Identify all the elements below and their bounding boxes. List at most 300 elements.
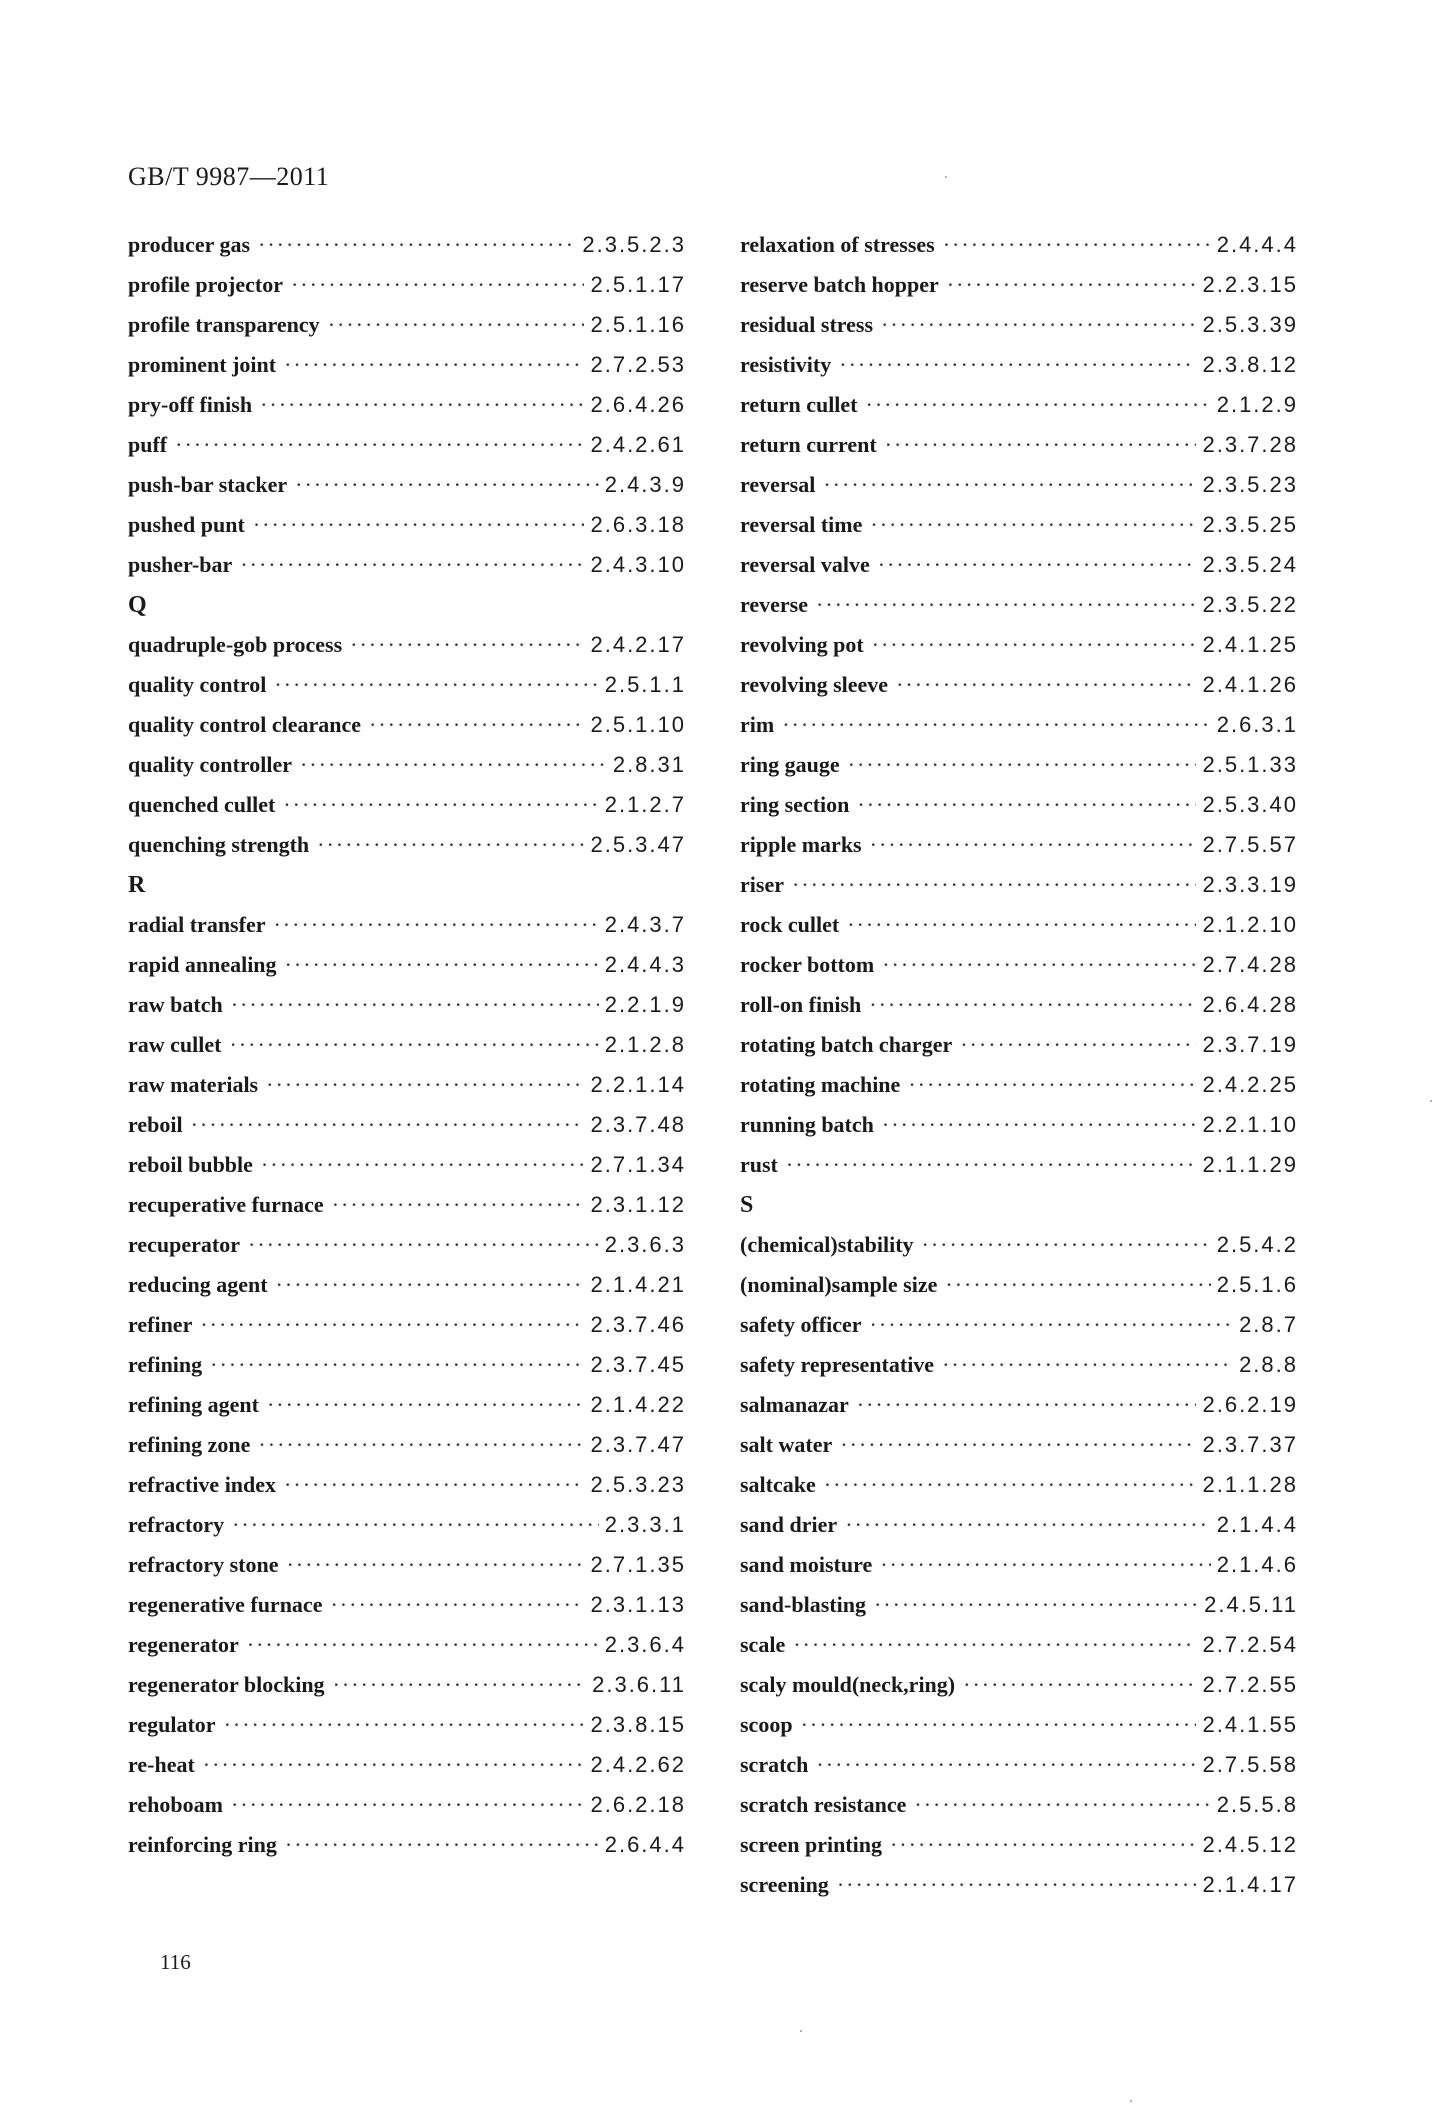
dot-leader: [203, 1752, 585, 1778]
clause-reference: 2.3.5.25: [1202, 512, 1298, 537]
clause-reference: 2.4.3.9: [604, 472, 686, 497]
clause-reference: 2.3.7.46: [590, 1312, 686, 1337]
clause-reference: 2.1.2.8: [604, 1032, 686, 1057]
clause-reference: 2.1.1.29: [1202, 1152, 1298, 1177]
dot-leader: [880, 1552, 1210, 1578]
clause-reference: 2.7.2.54: [1202, 1632, 1298, 1657]
index-term: reversal valve: [740, 552, 870, 577]
dot-leader: [191, 1112, 585, 1138]
index-entry: [740, 672, 1298, 712]
dot-leader: [258, 1432, 584, 1458]
index-column-right: [740, 232, 1298, 1912]
index-entry: [740, 752, 1298, 792]
dot-leader: [882, 1112, 1197, 1138]
index-entry: [740, 1352, 1298, 1392]
clause-reference: 2.3.7.19: [1202, 1032, 1298, 1057]
clause-reference: 2.2.3.15: [1202, 272, 1298, 297]
index-entry: [128, 832, 686, 872]
index-entry: [740, 432, 1298, 472]
dot-leader: [793, 1632, 1196, 1658]
scan-speck: [945, 176, 947, 178]
index-term: quality controller: [128, 752, 292, 777]
section-heading-r: R: [128, 872, 146, 898]
dot-leader: [261, 1152, 585, 1178]
index-term: scratch resistance: [740, 1792, 907, 1817]
clause-reference: 2.4.3.7: [604, 912, 686, 937]
index-entry: [740, 1272, 1298, 1312]
clause-reference: 2.7.1.35: [590, 1552, 686, 1577]
clause-reference: 2.6.4.4: [604, 1832, 686, 1857]
clause-reference: 2.2.1.14: [590, 1072, 686, 1097]
index-term: scratch: [740, 1752, 809, 1777]
dot-leader: [330, 1592, 584, 1618]
index-term: scaly mould(neck,ring): [740, 1672, 956, 1697]
dot-leader: [273, 912, 598, 938]
index-entry: [128, 1512, 686, 1552]
index-entry: [740, 592, 1298, 632]
clause-reference: 2.7.5.58: [1202, 1752, 1298, 1777]
index-entry: [740, 992, 1298, 1032]
index-entry: [128, 512, 686, 552]
index-group-r-cont: [740, 232, 1298, 1192]
dot-leader: [896, 672, 1196, 698]
dot-leader: [276, 1272, 585, 1298]
index-entry: [740, 472, 1298, 512]
index-term: refining: [128, 1352, 203, 1377]
dot-leader: [878, 552, 1197, 578]
index-entry: [128, 1232, 686, 1272]
index-term: reverse: [740, 592, 808, 617]
index-entry: [128, 1672, 686, 1712]
index-term: screening: [740, 1872, 829, 1897]
page-number: 116: [160, 1950, 191, 1974]
index-term: screen printing: [740, 1832, 882, 1857]
clause-reference: 2.3.7.28: [1202, 432, 1298, 457]
index-term: raw batch: [128, 992, 223, 1017]
dot-leader: [870, 1312, 1234, 1338]
index-term: salmanazar: [740, 1392, 849, 1417]
clause-reference: 2.1.4.22: [590, 1392, 686, 1417]
index-entry: [128, 472, 686, 512]
clause-reference: 2.5.1.16: [590, 312, 686, 337]
dot-leader: [816, 1752, 1196, 1778]
clause-reference: 2.3.3.1: [604, 1512, 686, 1537]
dot-leader: [882, 952, 1196, 978]
index-term: ripple marks: [740, 832, 862, 857]
index-term: revolving sleeve: [740, 672, 889, 697]
dot-leader: [908, 1072, 1196, 1098]
dot-leader: [890, 1832, 1197, 1858]
dot-leader: [845, 1512, 1211, 1538]
index-term: prominent joint: [128, 352, 277, 377]
index-term: raw materials: [128, 1072, 259, 1097]
dot-leader: [260, 392, 584, 418]
clause-reference: 2.1.2.9: [1216, 392, 1298, 417]
clause-reference: 2.1.2.7: [604, 792, 686, 817]
index-entry: [740, 352, 1298, 392]
clause-reference: 2.1.4.6: [1216, 1552, 1298, 1577]
index-term: rapid annealing: [128, 952, 277, 977]
index-entry: [128, 432, 686, 472]
index-term: rock cullet: [740, 912, 840, 937]
index-entry: [740, 1512, 1298, 1552]
index-entry: [128, 1272, 686, 1312]
index-term: safety officer: [740, 1312, 862, 1337]
index-term: recuperative furnace: [128, 1192, 324, 1217]
dot-leader: [872, 632, 1197, 658]
index-entry: [740, 1432, 1298, 1472]
clause-reference: 2.3.5.22: [1202, 592, 1298, 617]
index-term: scale: [740, 1632, 786, 1657]
dot-leader: [866, 392, 1211, 418]
index-entry: [128, 1552, 686, 1592]
index-term: reboil bubble: [128, 1152, 253, 1177]
clause-reference: 2.1.4.21: [590, 1272, 686, 1297]
index-term: refiner: [128, 1312, 193, 1337]
index-term: regenerator: [128, 1632, 239, 1657]
dot-leader: [229, 1032, 598, 1058]
clause-reference: 2.5.1.10: [590, 712, 686, 737]
clause-reference: 2.5.5.8: [1216, 1792, 1298, 1817]
dot-leader: [369, 712, 584, 738]
index-term: quenching strength: [128, 832, 310, 857]
index-group-s: [740, 1232, 1298, 1912]
index-term: pusher-bar: [128, 552, 233, 577]
index-term: raw cullet: [128, 1032, 222, 1057]
index-entry: [740, 312, 1298, 352]
dot-leader: [247, 1632, 599, 1658]
clause-reference: 2.3.8.15: [590, 1712, 686, 1737]
index-term: return current: [740, 432, 877, 457]
dot-leader: [824, 1472, 1197, 1498]
dot-leader: [175, 432, 584, 458]
index-entry: [128, 1792, 686, 1832]
index-entry: [128, 1712, 686, 1752]
index-term: rocker bottom: [740, 952, 875, 977]
clause-reference: 2.3.6.3: [604, 1232, 686, 1257]
index-entry: [740, 632, 1298, 672]
index-term: regenerator blocking: [128, 1672, 325, 1697]
index-entry: [740, 552, 1298, 592]
index-term: rehoboam: [128, 1792, 223, 1817]
clause-reference: 2.5.1.17: [590, 272, 686, 297]
clause-reference: 2.6.4.26: [590, 392, 686, 417]
clause-reference: 2.4.4.3: [604, 952, 686, 977]
dot-leader: [870, 832, 1197, 858]
clause-reference: 2.6.4.28: [1202, 992, 1298, 1017]
dot-leader: [200, 1312, 584, 1338]
clause-reference: 2.5.3.47: [590, 832, 686, 857]
clause-reference: 2.3.6.11: [592, 1672, 686, 1697]
index-entry: [128, 1192, 686, 1232]
clause-reference: 2.1.4.4: [1216, 1512, 1298, 1537]
clause-reference: 2.4.1.55: [1202, 1712, 1298, 1737]
index-term: revolving pot: [740, 632, 864, 657]
index-term: scoop: [740, 1712, 793, 1737]
index-term: rotating batch charger: [740, 1032, 953, 1057]
clause-reference: 2.6.2.19: [1202, 1392, 1298, 1417]
section-heading-q: Q: [128, 592, 147, 618]
index-entry: [128, 272, 686, 312]
dot-leader: [284, 352, 584, 378]
index-entry: [128, 1472, 686, 1512]
scan-speck: [1130, 2100, 1132, 2102]
clause-reference: 2.7.5.57: [1202, 832, 1298, 857]
clause-reference: 2.4.2.17: [590, 632, 686, 657]
clause-reference: 2.3.5.24: [1202, 552, 1298, 577]
index-term: running batch: [740, 1112, 874, 1137]
dot-leader: [874, 1592, 1198, 1618]
index-term: riser: [740, 872, 784, 897]
dot-leader: [840, 1432, 1196, 1458]
dot-leader: [963, 1672, 1196, 1698]
dot-leader: [291, 272, 585, 298]
clause-reference: 2.3.7.37: [1202, 1432, 1298, 1457]
index-term: quadruple-gob process: [128, 632, 343, 657]
clause-reference: 2.4.5.11: [1204, 1592, 1298, 1617]
index-term: rust: [740, 1152, 778, 1177]
clause-reference: 2.4.5.12: [1202, 1832, 1298, 1857]
index-term: pushed punt: [128, 512, 245, 537]
dot-leader: [823, 472, 1196, 498]
dot-leader: [274, 672, 598, 698]
index-entry: [740, 872, 1298, 912]
index-entry: [128, 1632, 686, 1672]
clause-reference: 2.3.7.45: [590, 1352, 686, 1377]
document-header: GB/T 9987—2011: [128, 162, 330, 191]
clause-reference: 2.8.7: [1239, 1312, 1298, 1337]
index-entry: [128, 1432, 686, 1472]
clause-reference: 2.5.3.40: [1202, 792, 1298, 817]
dot-leader: [839, 352, 1196, 378]
index-term: recuperator: [128, 1232, 240, 1257]
index-entry: [128, 232, 686, 272]
clause-reference: 2.3.1.12: [590, 1192, 686, 1217]
dot-leader: [945, 1272, 1210, 1298]
dot-leader: [286, 1552, 584, 1578]
scan-speck: [1430, 1100, 1432, 1102]
index-entry: [128, 1112, 686, 1152]
dot-leader: [943, 232, 1211, 258]
clause-reference: 2.4.2.61: [590, 432, 686, 457]
index-term: push-bar stacker: [128, 472, 288, 497]
index-entry: [740, 1712, 1298, 1752]
index-term: reserve batch hopper: [740, 272, 939, 297]
index-entry: [128, 1312, 686, 1352]
clause-reference: 2.3.6.4: [604, 1632, 686, 1657]
index-term: regulator: [128, 1712, 216, 1737]
dot-leader: [285, 1832, 599, 1858]
index-term: quenched cullet: [128, 792, 276, 817]
index-entry: [128, 552, 686, 592]
index-term: resistivity: [740, 352, 832, 377]
dot-leader: [837, 1872, 1197, 1898]
index-term: regenerative furnace: [128, 1592, 323, 1617]
dot-leader: [792, 872, 1197, 898]
index-term: reversal time: [740, 512, 863, 537]
index-group-q: [128, 632, 686, 872]
clause-reference: 2.6.3.18: [590, 512, 686, 537]
index-entry: [740, 1112, 1298, 1152]
section-heading-s: S: [740, 1192, 754, 1218]
index-entry: [740, 1672, 1298, 1712]
clause-reference: 2.5.3.23: [590, 1472, 686, 1497]
index-entry: [740, 1872, 1298, 1912]
clause-reference: 2.3.1.13: [590, 1592, 686, 1617]
dot-leader: [232, 1512, 599, 1538]
clause-reference: 2.5.4.2: [1216, 1232, 1298, 1257]
index-term: sand-blasting: [740, 1592, 866, 1617]
dot-leader: [350, 632, 584, 658]
index-entry: [740, 1792, 1298, 1832]
dot-leader: [786, 1152, 1197, 1178]
dot-leader: [881, 312, 1196, 338]
clause-reference: 2.3.5.2.3: [582, 232, 686, 257]
index-entry: [128, 1032, 686, 1072]
clause-reference: 2.4.2.25: [1202, 1072, 1298, 1097]
index-term: saltcake: [740, 1472, 816, 1497]
index-entry: [740, 792, 1298, 832]
index-term: ring gauge: [740, 752, 840, 777]
dot-leader: [960, 1032, 1196, 1058]
index-entry: [740, 912, 1298, 952]
index-term: salt water: [740, 1432, 833, 1457]
dot-leader: [816, 592, 1196, 618]
clause-reference: 2.7.2.53: [590, 352, 686, 377]
dot-leader: [224, 1712, 585, 1738]
clause-reference: 2.4.3.10: [590, 552, 686, 577]
index-term: reinforcing ring: [128, 1832, 277, 1857]
clause-reference: 2.5.1.33: [1202, 752, 1298, 777]
index-entry: [128, 792, 686, 832]
index-entry: [128, 952, 686, 992]
clause-reference: 2.8.8: [1239, 1352, 1298, 1377]
index-entry: [128, 712, 686, 752]
dot-leader: [317, 832, 584, 858]
dot-leader: [782, 712, 1211, 738]
index-entry: [128, 1752, 686, 1792]
index-entry: [740, 392, 1298, 432]
index-entry: [740, 1152, 1298, 1192]
index-entry: [128, 632, 686, 672]
index-group-r: [128, 912, 686, 1872]
index-term: ring section: [740, 792, 850, 817]
dot-leader: [295, 472, 599, 498]
index-term: reboil: [128, 1112, 183, 1137]
index-entry: [128, 1392, 686, 1432]
index-term: profile transparency: [128, 312, 320, 337]
index-term: refining agent: [128, 1392, 259, 1417]
index-term: pry-off finish: [128, 392, 253, 417]
index-entry: [740, 512, 1298, 552]
index-term: safety representative: [740, 1352, 935, 1377]
index-term: puff: [128, 432, 168, 457]
index-entry: [740, 1312, 1298, 1352]
clause-reference: 2.1.2.10: [1202, 912, 1298, 937]
clause-reference: 2.4.4.4: [1216, 232, 1298, 257]
clause-reference: 2.3.3.19: [1202, 872, 1298, 897]
dot-leader: [869, 992, 1196, 1018]
dot-leader: [942, 1352, 1233, 1378]
index-term: quality control: [128, 672, 267, 697]
dot-leader: [328, 312, 585, 338]
index-term: rotating machine: [740, 1072, 901, 1097]
index-entry: [128, 1152, 686, 1192]
index-term: refractory: [128, 1512, 225, 1537]
clause-reference: 2.3.5.23: [1202, 472, 1298, 497]
clause-reference: 2.6.2.18: [590, 1792, 686, 1817]
dot-leader: [210, 1352, 584, 1378]
index-term: roll-on finish: [740, 992, 862, 1017]
index-term: rim: [740, 712, 775, 737]
index-entry: [128, 1832, 686, 1872]
clause-reference: 2.4.2.62: [590, 1752, 686, 1777]
clause-reference: 2.5.1.6: [1216, 1272, 1298, 1297]
clause-reference: 2.4.1.25: [1202, 632, 1298, 657]
dot-leader: [847, 912, 1196, 938]
index-entry: [128, 352, 686, 392]
index-term: refractive index: [128, 1472, 277, 1497]
index-entry: [740, 1472, 1298, 1512]
dot-leader: [253, 512, 585, 538]
index-entry: [740, 1392, 1298, 1432]
index-entry: [740, 232, 1298, 272]
dot-leader: [333, 1672, 587, 1698]
clause-reference: 2.2.1.9: [604, 992, 686, 1017]
clause-reference: 2.2.1.10: [1202, 1112, 1298, 1137]
dot-leader: [857, 1392, 1197, 1418]
index-entry: [740, 1032, 1298, 1072]
dot-leader: [914, 1792, 1210, 1818]
index-entry: [740, 1632, 1298, 1672]
clause-reference: 2.5.3.39: [1202, 312, 1298, 337]
index-entry: [740, 1232, 1298, 1272]
dot-leader: [801, 1712, 1197, 1738]
index-term: re-heat: [128, 1752, 195, 1777]
clause-reference: 2.3.7.47: [590, 1432, 686, 1457]
dot-leader: [922, 1232, 1211, 1258]
dot-leader: [857, 792, 1196, 818]
dot-leader: [231, 992, 599, 1018]
index-term: radial transfer: [128, 912, 266, 937]
index-entry: [740, 1592, 1298, 1632]
dot-leader: [284, 1472, 584, 1498]
index-term: profile projector: [128, 272, 283, 297]
clause-reference: 2.3.8.12: [1202, 352, 1298, 377]
clause-reference: 2.7.1.34: [590, 1152, 686, 1177]
clause-reference: 2.1.1.28: [1202, 1472, 1298, 1497]
clause-reference: 2.7.4.28: [1202, 952, 1298, 977]
index-term: refractory stone: [128, 1552, 279, 1577]
dot-leader: [285, 952, 599, 978]
index-group-p: [128, 232, 686, 592]
index-term: (nominal)sample size: [740, 1272, 938, 1297]
clause-reference: 2.5.1.1: [604, 672, 686, 697]
index-entry: [128, 752, 686, 792]
dot-leader: [258, 232, 576, 258]
index-entry: [128, 1592, 686, 1632]
dot-leader: [267, 1392, 585, 1418]
index-entry: [128, 992, 686, 1032]
dot-leader: [231, 1792, 585, 1818]
index-term: sand drier: [740, 1512, 838, 1537]
index-entry: [740, 712, 1298, 752]
dot-leader: [332, 1192, 585, 1218]
dot-leader: [300, 752, 607, 778]
index-term: producer gas: [128, 232, 251, 257]
clause-reference: 2.1.4.17: [1202, 1872, 1298, 1897]
index-entry: [128, 312, 686, 352]
